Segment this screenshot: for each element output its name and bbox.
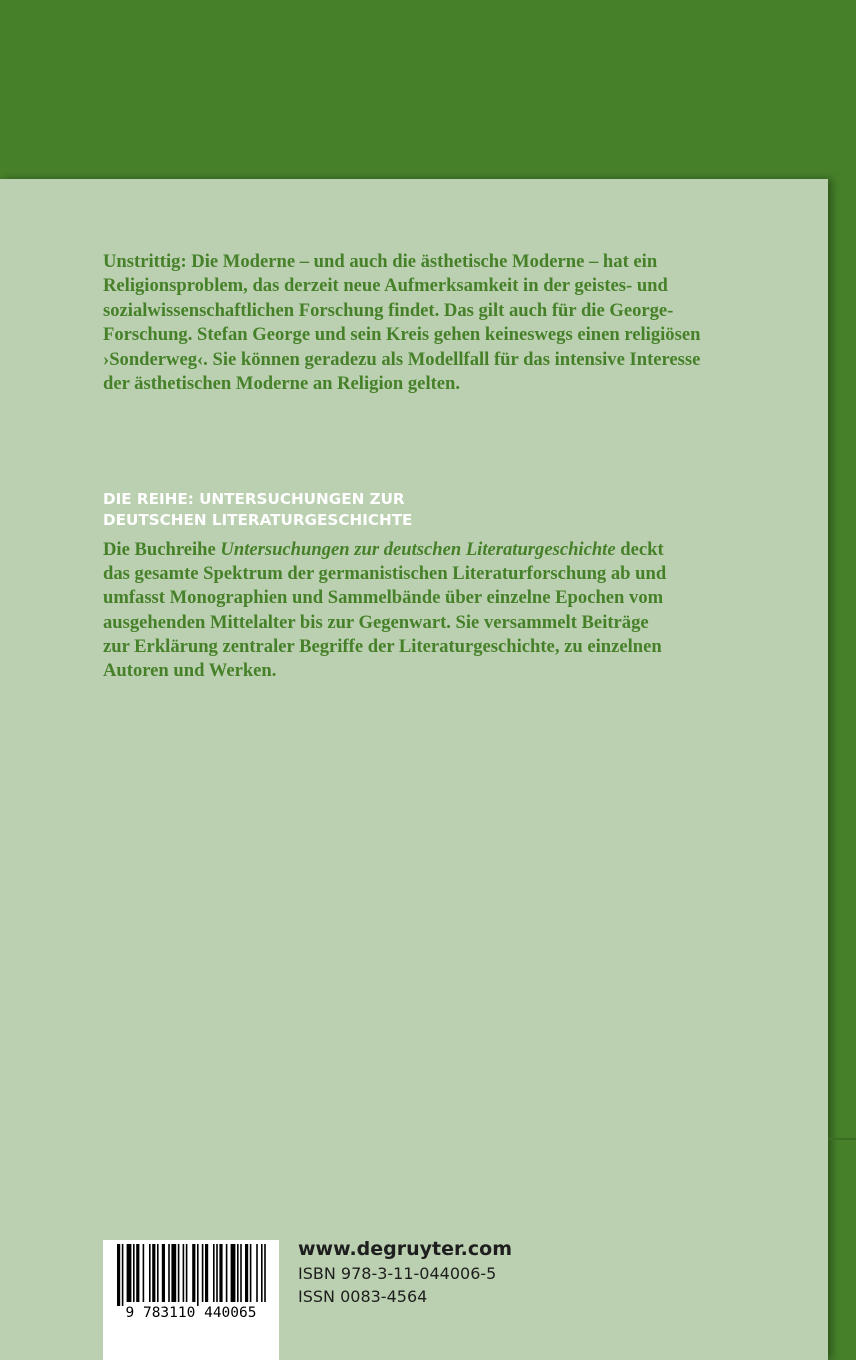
blurb-line: ›Sonderweg‹. Sie können geradezu als Modellfall für das intensive Interesse	[103, 348, 701, 370]
barcode-bar	[133, 1244, 135, 1302]
barcode-bar	[197, 1244, 199, 1306]
barcode-bar	[122, 1244, 124, 1306]
barcode-bar	[178, 1244, 180, 1302]
blurb-line: der ästhetischen Moderne an Religion gelten.	[103, 373, 461, 395]
barcode-bar	[205, 1244, 208, 1302]
barcode-bar	[226, 1244, 228, 1302]
barcode-bar	[256, 1244, 258, 1302]
barcode-bar	[183, 1244, 185, 1302]
issn-number: ISSN 0083-4564	[298, 1287, 428, 1306]
blurb-line: Unstrittig: Die Moderne – und auch die ästhetische Moderne – hat ein	[103, 251, 658, 272]
barcode-bar	[240, 1244, 242, 1302]
series-line: das gesamte Spektrum der germanistischen Literaturforschung ab und	[103, 563, 667, 585]
barcode-bar	[157, 1244, 159, 1302]
series-line	[103, 538, 763, 562]
barcode-bar	[192, 1244, 195, 1302]
series-heading-line: DIE REIHE: UNTERSUCHUNGEN ZUR	[103, 490, 405, 508]
series-line: zur Erklärung zentraler Begriffe der Literaturgeschichte, zu einzelnen	[103, 635, 662, 657]
barcode-bar	[250, 1244, 252, 1302]
barcode-bar	[216, 1244, 218, 1302]
barcode-bar	[171, 1244, 176, 1302]
barcode-bar	[152, 1244, 155, 1302]
blurb-line: sozialwissenschaftlichen Forschung findet. Das gilt auch für die George-	[103, 299, 674, 321]
barcode-bar	[117, 1244, 120, 1306]
isbn-number: ISBN 978-3-11-044006-5	[298, 1264, 497, 1283]
barcode-bar	[136, 1244, 139, 1302]
blurb-line: Religionsproblem, das derzeit neue Aufmerksamkeit in der geistes- und	[103, 275, 668, 297]
series-line: ausgehenden Mittelalter bis zur Gegenwart. Sie versammelt Beiträge	[103, 611, 649, 633]
barcode-digits: 9 783110 440065	[125, 1305, 257, 1321]
barcode-bar	[219, 1244, 222, 1302]
barcode-bar	[143, 1244, 145, 1302]
barcode-bar	[162, 1244, 165, 1302]
barcode-bar	[237, 1244, 239, 1302]
blurb-line: Forschung. Stefan George und sein Kreis gehen keineswegs einen religiösen	[103, 324, 701, 346]
barcode-bar	[202, 1244, 204, 1302]
barcode-bar	[127, 1244, 132, 1302]
barcode-graphic	[103, 1240, 279, 1360]
series-title: Untersuchungen zur deutschen Literaturgeschichte	[220, 539, 616, 560]
cover-edge-line	[828, 1138, 856, 1140]
series-intro: Die Buchreihe	[103, 539, 221, 560]
barcode-bar	[168, 1244, 170, 1302]
series-heading-line: DEUTSCHEN LITERATURGESCHICHTE	[103, 511, 413, 529]
publisher-info	[298, 1236, 512, 1308]
barcode-bar	[186, 1244, 188, 1302]
barcode-bar	[231, 1244, 236, 1302]
barcode-bar	[261, 1244, 263, 1302]
series-line: Autoren und Werken.	[103, 660, 277, 682]
series-description	[103, 538, 763, 683]
blurb-text	[103, 250, 763, 396]
series-after-title: deckt	[615, 539, 664, 560]
publisher-url[interactable]: www.degruyter.com	[298, 1238, 512, 1260]
series-heading	[103, 489, 703, 531]
barcode-bar	[245, 1244, 248, 1302]
isbn-barcode	[103, 1240, 279, 1360]
series-line: umfasst Monographien und Sammelbände über einzelne Epochen vom	[103, 587, 664, 609]
barcode-bar	[213, 1244, 215, 1302]
barcode-bar	[264, 1244, 266, 1302]
barcode-bar	[149, 1244, 151, 1302]
